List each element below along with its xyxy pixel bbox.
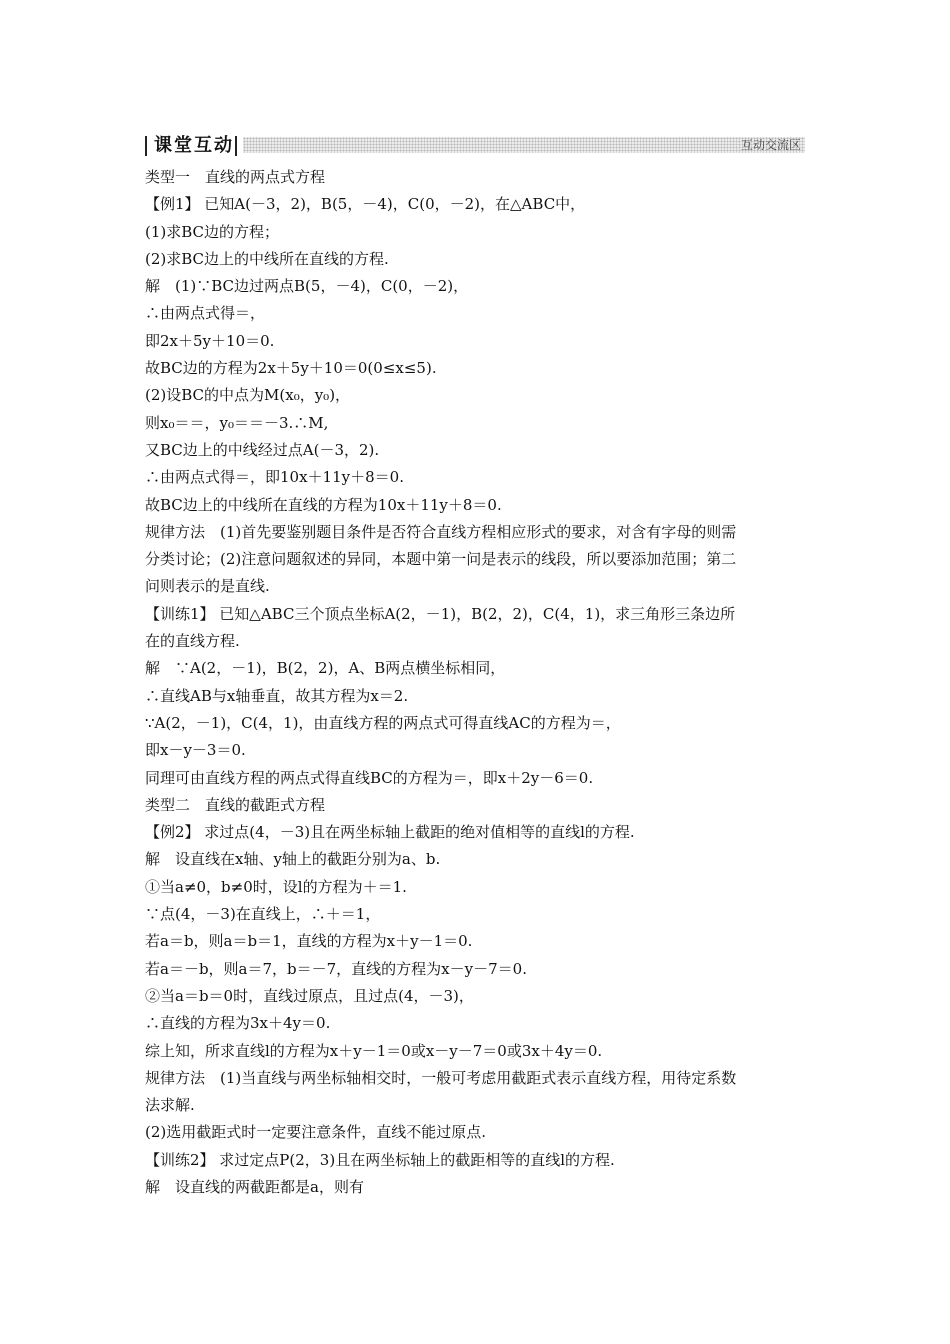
text-line: 问则表示的是直线.: [145, 577, 270, 596]
text-line: ∵点(4，－3)在直线上，∴＋＝1，: [145, 905, 381, 924]
text-line: (2)求BC边上的中线所在直线的方程.: [145, 249, 389, 268]
text-line: 【例1】 已知A(－3，2)，B(5，－4)，C(0，－2)，在△ABC中，: [145, 195, 586, 214]
text-line: 则x₀＝＝，y₀＝＝－3.∴M,: [145, 413, 329, 432]
text-line: 即2x＋5y＋10＝0.: [145, 331, 275, 350]
text-line: 在的直线方程.: [145, 632, 240, 651]
text-line: 即x－y－3＝0.: [145, 741, 246, 760]
text-line: (1)求BC边的方程；: [145, 222, 280, 241]
text-line: 故BC边上的中线所在直线的方程为10x＋11y＋8＝0.: [145, 495, 502, 514]
text-line: 【训练1】 已知△ABC三个顶点坐标A(2，－1)，B(2，2)，C(4，1)，求三角形三条边所: [145, 604, 736, 623]
text-line: 解 设直线的两截距都是a，则有: [145, 1177, 364, 1196]
section-banner: [145, 134, 805, 158]
text-line: 若a＝b，则a＝b＝1，直线的方程为x＋y－1＝0.: [145, 932, 473, 951]
text-line: ②当a＝b＝0时，直线过原点，且过点(4，－3)，: [145, 986, 474, 1005]
text-line: ∴直线的方程为3x＋4y＝0.: [145, 1014, 331, 1033]
text-line: 故BC边的方程为2x＋5y＋10＝0(0≤x≤5).: [145, 359, 437, 378]
text-line: 类型一 直线的两点式方程: [145, 168, 326, 186]
text-line: (2)设BC的中点为M(x₀，y₀)，: [145, 386, 351, 405]
text-line: ∴由两点式得＝，: [145, 304, 266, 323]
text-line: 解 设直线在x轴、y轴上的截距分别为a、b.: [145, 850, 441, 869]
text-line: 综上知，所求直线l的方程为x＋y－1＝0或x－y－7＝0或3x＋4y＝0.: [145, 1041, 603, 1060]
text-line: 法求解.: [145, 1096, 195, 1115]
text-line: 类型二 直线的截距式方程: [145, 795, 326, 814]
text-line: 若a＝－b，则a＝7，b＝－7，直线的方程为x－y－7＝0.: [145, 959, 527, 978]
banner-left-bar: [145, 136, 147, 156]
text-line: ∵A(2，－1)，C(4，1)，由直线方程的两点式可得直线AC的方程为＝，: [145, 713, 621, 732]
text-line: 规律方法 (1)首先要鉴别题目条件是否符合直线方程相应形式的要求，对含有字母的则需: [145, 522, 737, 541]
section-tag: 互动交流区: [740, 138, 801, 152]
text-line: 解 (1)∵BC边过两点B(5，－4)，C(0，－2)，: [145, 277, 469, 296]
text-line: 【例2】 求过点(4，－3)且在两坐标轴上截距的绝对值相等的直线l的方程.: [145, 823, 635, 842]
text-line: (2)选用截距式时一定要注意条件，直线不能过原点.: [145, 1123, 487, 1142]
text-line: ∴由两点式得＝，即10x＋11y＋8＝0.: [145, 468, 404, 487]
text-line: ①当a≠0，b≠0时，设l的方程为＋＝1.: [145, 877, 407, 896]
text-line: 规律方法 (1)当直线与两坐标轴相交时，一般可考虑用截距式表示直线方程，用待定系数: [145, 1068, 737, 1087]
text-line: 又BC边上的中线经过点A(－3，2).: [145, 440, 380, 459]
text-line: 同理可由直线方程的两点式得直线BC的方程为＝，即x＋2y－6＝0.: [145, 768, 594, 787]
text-line: 分类讨论；(2)注意问题叙述的异同，本题中第一问是表示的线段，所以要添加范围；第二: [145, 550, 737, 569]
text-line: ∴直线AB与x轴垂直，故其方程为x＝2.: [145, 686, 409, 705]
document-body: [145, 164, 810, 1201]
text-line: 【训练2】 求过定点P(2，3)且在两坐标轴上的截距相等的直线l的方程.: [145, 1150, 615, 1169]
section-title: 课堂互动: [154, 135, 234, 156]
banner-dotted-strip: [243, 137, 805, 153]
text-line: 解 ∵A(2，－1)，B(2，2)，A、B两点横坐标相同，: [145, 659, 506, 678]
banner-right-bar: [235, 136, 237, 156]
